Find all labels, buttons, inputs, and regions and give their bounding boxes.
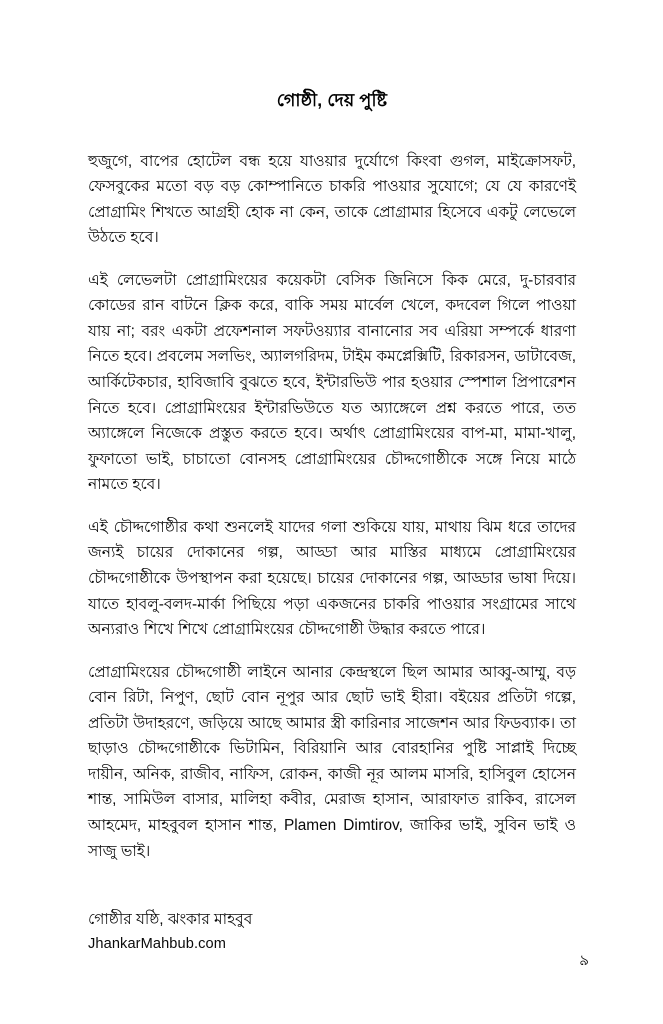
page-number: ৯	[579, 952, 589, 969]
author-website: JhankarMahbub.com	[88, 936, 226, 953]
page-content	[88, 0, 576, 957]
signature-block	[88, 908, 576, 957]
author-signature-line: গোষ্ঠীর যষ্ঠি, ঝংকার মাহবুব	[88, 911, 253, 929]
paragraph-approach: এই চৌদ্দগোষ্ঠীর কথা শুনলেই যাদের গলা শুকিয়ে যায়, মাথায় ঝিম ধরে তাদের জন্যই চায়ের দোকানের গল্প, আড্ডা আর মাস্তির মাধ্যমে প্রোগ্রামিংয়ের চৌদ্দগোষ্ঠীকে উপস্থাপন করা হয়েছে। চায়ের দোকানের গল্প, আড্ডার ভাষা দিয়ে। যাতে হাবলু-বলদ-মার্কা পিছিয়ে পড়া একজনের চাকরি পাওয়ার সংগ্রামের সাথে অন্যরাও শিখে শিখে প্রোগ্রামিংয়ের চৌদ্দগোষ্ঠী উদ্ধার করতে পারে।	[88, 518, 576, 639]
paragraph-intro: হুজুগে, বাপের হোটেল বন্ধ হয়ে যাওয়ার দুর্যোগে কিংবা গুগল, মাইক্রোসফট, ফেসবুকের মতো বড় বড় কোম্পানিতে চাকরি পাওয়ার সুযোগে; যে যে কারণেই প্রোগ্রামিং শিখতে আগ্রহী হোক না কেন, তাকে প্রোগ্রামার হিসেবে একটু লেভেলে উঠতে হবে।	[88, 152, 576, 247]
paragraph-acknowledgements: প্রোগ্রামিংয়ের চৌদ্দগোষ্ঠী লাইনে আনার কেন্দ্রস্থলে ছিল আমার আব্বু-আম্মু, বড় বোন রিটা, নিপুণ, ছোট বোন নূপুর আর ছোট ভাই হীরা। বইয়ের প্রতিটা গল্পে, প্রতিটা উদাহরণে, জড়িয়ে আছে আমার স্ত্রী কারিনার সাজেশন আর ফিডব্যাক। তা ছাড়াও চৌদ্দগোষ্ঠীকে ভিটামিন, বিরিয়ানি আর বোরহানির পুষ্টি সাপ্লাই দিচ্ছে দায়ীন, অনিক, রাজীব, নাফিস, রোকন, কাজী নূর আলম মাসরি, হাসিবুল হোসেন শান্ত, সামিউল বাসার, মালিহা কবীর, মেরাজ হাসান, আরাফাত রাকিব, রাসেল আহমেদ, মাহবুবল হাসান শান্ত, Plamen Dimtirov, জাকির ভাই, সুবিন ভাই ও সাজু ভাই।	[88, 663, 576, 860]
page-title: গোষ্ঠী, দেয় পুষ্টি	[276, 90, 388, 110]
paragraph-level-details: এই লেভেলটা প্রোগ্রামিংয়ের কয়েকটা বেসিক জিনিসে কিক মেরে, দু-চারবার কোডের রান বাটনে ক্লিক করে, বাকি সময় মার্বেল খেলে, কদবেল গিলে পাওয়া যায় না; বরং একটা প্রফেশনাল সফটওয়্যার বানানোর সব এরিয়া সম্পর্কে ধারণা নিতে হবে। প্রবলেম সলভিং, অ্যালগরিদম, টাইম কমপ্লেক্সিটি, রিকারসন, ডাটাবেজ, আর্কিটেকচার, হাবিজাবি বুঝতে হবে, ইন্টারভিউ পার হওয়ার স্পেশাল প্রিপারেশন নিতে হবে। প্রোগ্রামিংয়ের ইন্টারভিউতে যত অ্যাঙ্গেলে প্রশ্ন করতে পারে, তত অ্যাঙ্গেলে নিজেকে প্রস্তুত করতে হবে। অর্থাৎ প্রোগ্রামিংয়ের বাপ-মা, মামা-খালু, ফুফাতো ভাই, চাচাতো বোনসহ প্রোগ্রামিংয়ের চৌদ্দগোষ্ঠীকে সঙ্গে নিয়ে মাঠে নামতে হবে।	[88, 271, 576, 494]
